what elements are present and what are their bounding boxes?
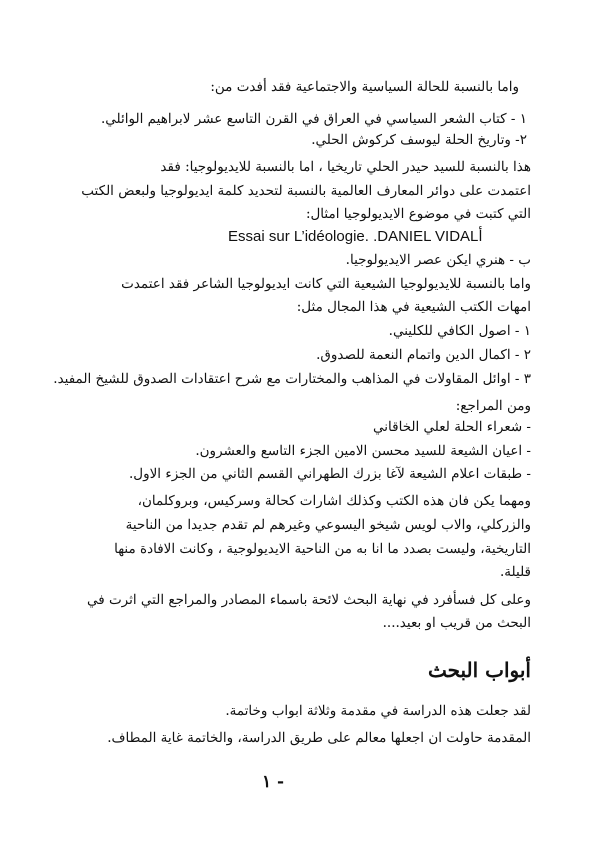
text-line: واما بالنسبة للحالة السياسية والاجتماعية فقد أفدت من: <box>210 79 519 95</box>
text-line: لقد جعلت هذه الدراسة في مقدمة وثلاثة ابواب وخاتمة. <box>225 703 531 719</box>
text-line: قليلة. <box>500 564 531 580</box>
text-line: - طبقات اعلام الشيعة لآغا بزرك الطهراني القسم الثاني من الجزء الاول. <box>128 466 531 482</box>
text-line: هذا بالنسبة للسيد حيدر الحلي تاريخيا ، اما بالنسبة للايديولوجيا: فقد <box>160 159 531 175</box>
text-line: امهات الكتب الشيعية في هذا المجال مثل: <box>296 299 531 315</box>
text-line: ٢- وتاريخ الحلة ليوسف كركوش الحلي. <box>311 132 527 148</box>
text-line: التاريخية، وليست بصدد ما انا به من الناحية الايديولوجية ، وكانت الافادة منها <box>114 541 531 557</box>
text-line: وعلى كل فسأفرد في نهاية البحث لائحة باسماء المصادر والمراجع التي اثرت في <box>86 592 531 608</box>
text-line: اعتمدت على دوائر المعارف العالمية بالنسبة لتحديد كلمة ايديولوجيا ولبعض الكتب <box>81 183 531 199</box>
page-number: - ١ <box>262 772 285 792</box>
text-line: - شعراء الحلة لعلي الخاقاني <box>373 419 531 435</box>
text-line: المقدمة حاولت ان اجعلها معالم على طريق الدراسة، والخاتمة غاية المطاف. <box>107 730 531 746</box>
section-heading: أبواب البحث <box>427 658 531 682</box>
latin-reference: Essai sur L’idéologie. .DANIEL VIDALأ <box>228 228 483 245</box>
text-line: ٣ - اوائل المقاولات في المذاهب والمختارات مع شرح اعتقادات الصدوق للشيخ المفيد. <box>53 371 531 387</box>
text-line: ومهما يكن فان هذه الكتب وكذلك اشارات كحالة وسركيس، وبروكلمان، <box>137 493 531 509</box>
text-line: ومن المراجع: <box>455 398 531 414</box>
text-line: البحث من قريب او بعيد.... <box>382 615 531 631</box>
text-line: ٢ - اكمال الدين واتمام النعمة للصدوق. <box>316 347 531 363</box>
text-line: والزركلي، والاب لويس شيخو اليسوعي وغيرهم لم تقدم جديدا من الناحية <box>125 517 531 533</box>
text-line: ب - هنري ايكن عصر الايديولوجيا. <box>345 252 531 268</box>
text-line: ١ - كتاب الشعر السياسي في العراق في القرن التاسع عشر لابراهيم الوائلي. <box>101 111 527 127</box>
text-line: ١ - اصول الكافي للكليني. <box>388 323 531 339</box>
text-line: التي كتبت في موضوع الايديولوجيا امثال: <box>305 206 531 222</box>
text-line: - اعيان الشيعة للسيد محسن الامين الجزء التاسع والعشرون. <box>195 443 531 459</box>
text-line: واما بالنسبة للايديولوجيا الشيعية التي كانت ايديولوجيا الشاعر فقد اعتمدت <box>121 276 531 292</box>
